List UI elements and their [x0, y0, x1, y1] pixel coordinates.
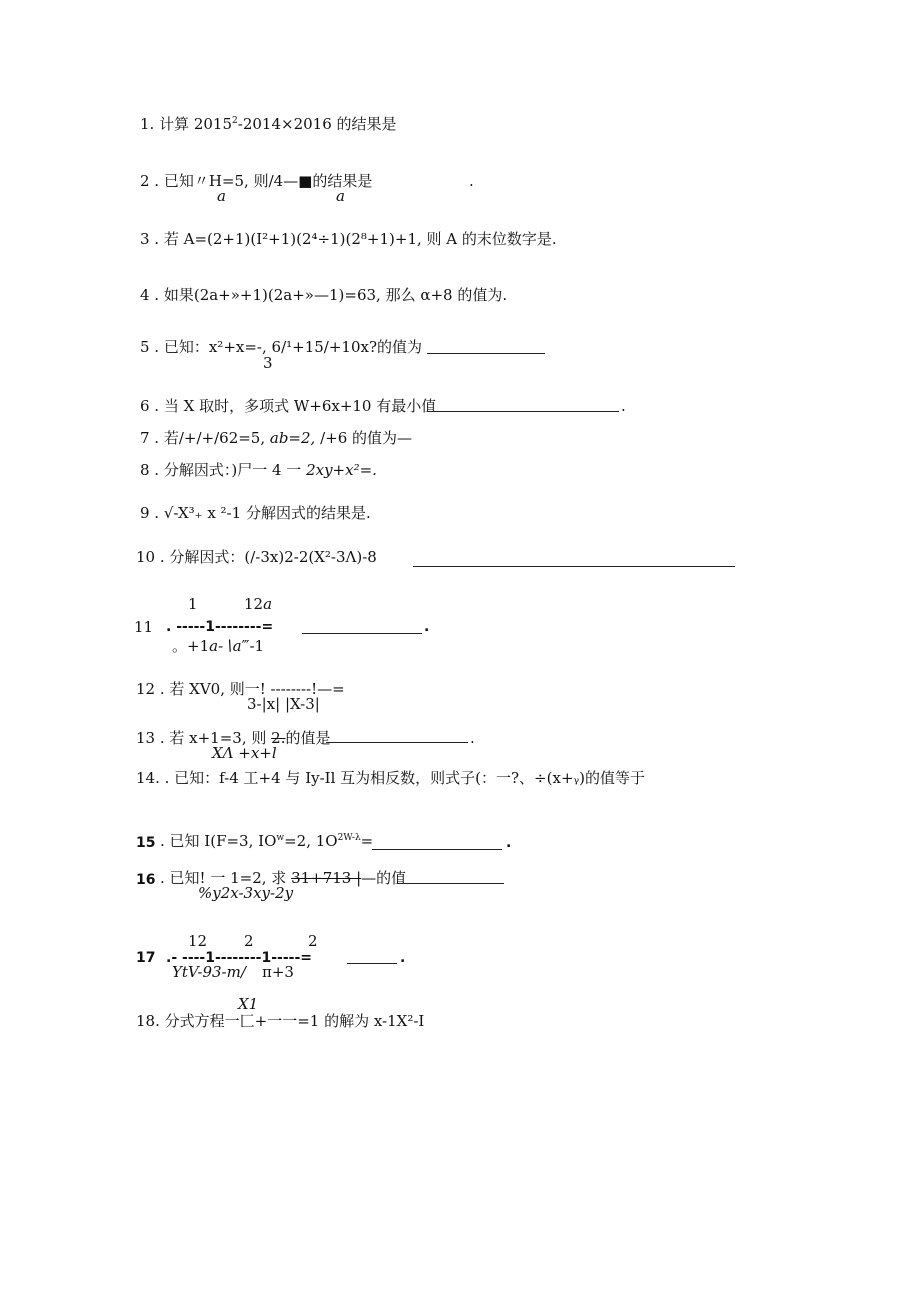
q2-subscript-1: a — [217, 187, 226, 205]
q11-fraction-line: . -----1--------= — [166, 619, 274, 635]
q13-answer-blank[interactable] — [326, 742, 468, 743]
q13-suffix: 的值是 — [285, 729, 331, 747]
q16-suffix: —的值 — [361, 869, 407, 887]
question-9: 9 . √-X³₊ x ²-1 分解因式的结果是. — [140, 504, 371, 522]
q11-number: 11 — [134, 618, 154, 636]
q13-denominator: XΛ +x+l — [212, 744, 277, 762]
q15-number: 15 — [136, 835, 156, 851]
q16-prefix: . 已知! 一 1=2, 求 — [160, 869, 292, 887]
q11-answer-blank[interactable] — [302, 633, 422, 634]
question-10: 10 . 分解因式：(/-3x)2-2(X²-3Λ)-8 — [136, 548, 377, 566]
q10-answer-blank[interactable] — [413, 566, 735, 567]
q16-number: 16 — [136, 872, 156, 888]
q16-answer-blank[interactable] — [398, 883, 504, 884]
q17-denominator-1: YtV-93-m/ — [172, 963, 246, 981]
q11-top-2-num: 12 — [244, 595, 264, 613]
q7-italic: ab=2, — [269, 429, 321, 447]
question-7 — [140, 431, 412, 446]
q15-suffix: = — [360, 832, 374, 850]
q11-end-dot: . — [424, 619, 430, 635]
q17-top-2: 2 — [244, 932, 254, 950]
q15-answer-blank[interactable] — [372, 849, 502, 850]
q18-top: X1 — [238, 995, 259, 1013]
q16-struck-expression: 31+713 | — [291, 869, 362, 887]
q11-denom-c: ‴-1 — [241, 637, 265, 655]
q1-suffix: -2014×2016 的结果是 — [237, 115, 397, 133]
q17-top-3: 2 — [308, 932, 318, 950]
q15-prefix: . 已知 I(F=3, IO — [160, 832, 277, 850]
q11-top-1: 1 — [188, 595, 198, 613]
question-18: 18. 分式方程一匚+一一=1 的解为 x-1X²-I — [136, 1012, 425, 1030]
question-12: 12 . 若 XV0, 则一! --------!—= — [136, 680, 345, 698]
q5-answer-blank[interactable] — [427, 353, 545, 354]
q5-subscript: 3 — [263, 354, 273, 372]
q15-middle: =2, 1O — [284, 832, 338, 850]
q7-suffix: /+6 的值为— — [320, 429, 413, 447]
question-5: 5 . 已知：x²+x=-, 6/¹+15/+10x?的值为 — [140, 338, 422, 356]
q11-top-2-var: a — [263, 595, 273, 613]
q15-end-dot: . — [506, 835, 512, 851]
q6-end-dot: . — [621, 397, 626, 415]
question-4: 4 . 如果(2a+»+1)(2a+»—1)=63, 那么 α+8 的值为. — [140, 286, 508, 304]
q17-number: 17 — [136, 950, 156, 966]
question-15 — [160, 834, 373, 849]
question-8 — [140, 463, 377, 478]
q17-denominator-2: π+3 — [262, 963, 294, 981]
q12-denominator: 3-|x| |X-3| — [247, 695, 320, 713]
q2-end-dot: . — [469, 172, 474, 190]
q7-prefix: 7 . 若/+/+/62=5, — [140, 429, 270, 447]
q13-end-dot: . — [470, 729, 475, 747]
q15-exp-1: w — [276, 833, 285, 843]
q13-prefix: 13 . 若 x+1=3, 则 — [136, 729, 272, 747]
q13-fraction: 2. — [271, 729, 286, 747]
q6-answer-blank[interactable] — [427, 411, 619, 412]
question-2: 2 . 已知〃H=5, 则/4—■的结果是 — [140, 172, 373, 190]
q8-prefix: 8 . 分解因式：)尸一 4 一 — [140, 461, 307, 479]
q17-answer-blank[interactable] — [347, 963, 397, 964]
question-14: 14. . 已知：f-4 工+4 与 Iy-Il 互为相反数，则式子(：一?、÷(x+ᵧ)的值等于 — [136, 769, 646, 787]
q17-fraction-line: .- ----1--------1-----= — [166, 950, 312, 966]
q8-italic: 2xy+x²=. — [306, 461, 377, 479]
q17-end-dot: . — [400, 950, 406, 966]
question-3: 3 . 若 A=(2+1)(I²+1)(2⁴÷1)(2⁸+1)+1, 则 A 的末位数字是. — [140, 230, 557, 248]
q17-top-1: 12 — [188, 932, 208, 950]
question-1 — [140, 117, 397, 132]
q11-denominator — [172, 639, 264, 654]
q2-subscript-2: a — [336, 187, 345, 205]
q11-denom-a: 。+1 — [172, 637, 210, 655]
q11-top-2 — [244, 597, 272, 612]
q1-exponent: 2 — [232, 116, 238, 126]
q11-denom-b: a-∖a — [209, 637, 242, 655]
question-6: 6 . 当 X 取时，多项式 W+6x+10 有最小值 — [140, 397, 437, 415]
q15-exp-2: 2W-λ — [337, 833, 361, 843]
q16-denominator: %y2x-3xy-2y — [198, 884, 294, 902]
q1-prefix: 1. 计算 2015 — [140, 115, 233, 133]
